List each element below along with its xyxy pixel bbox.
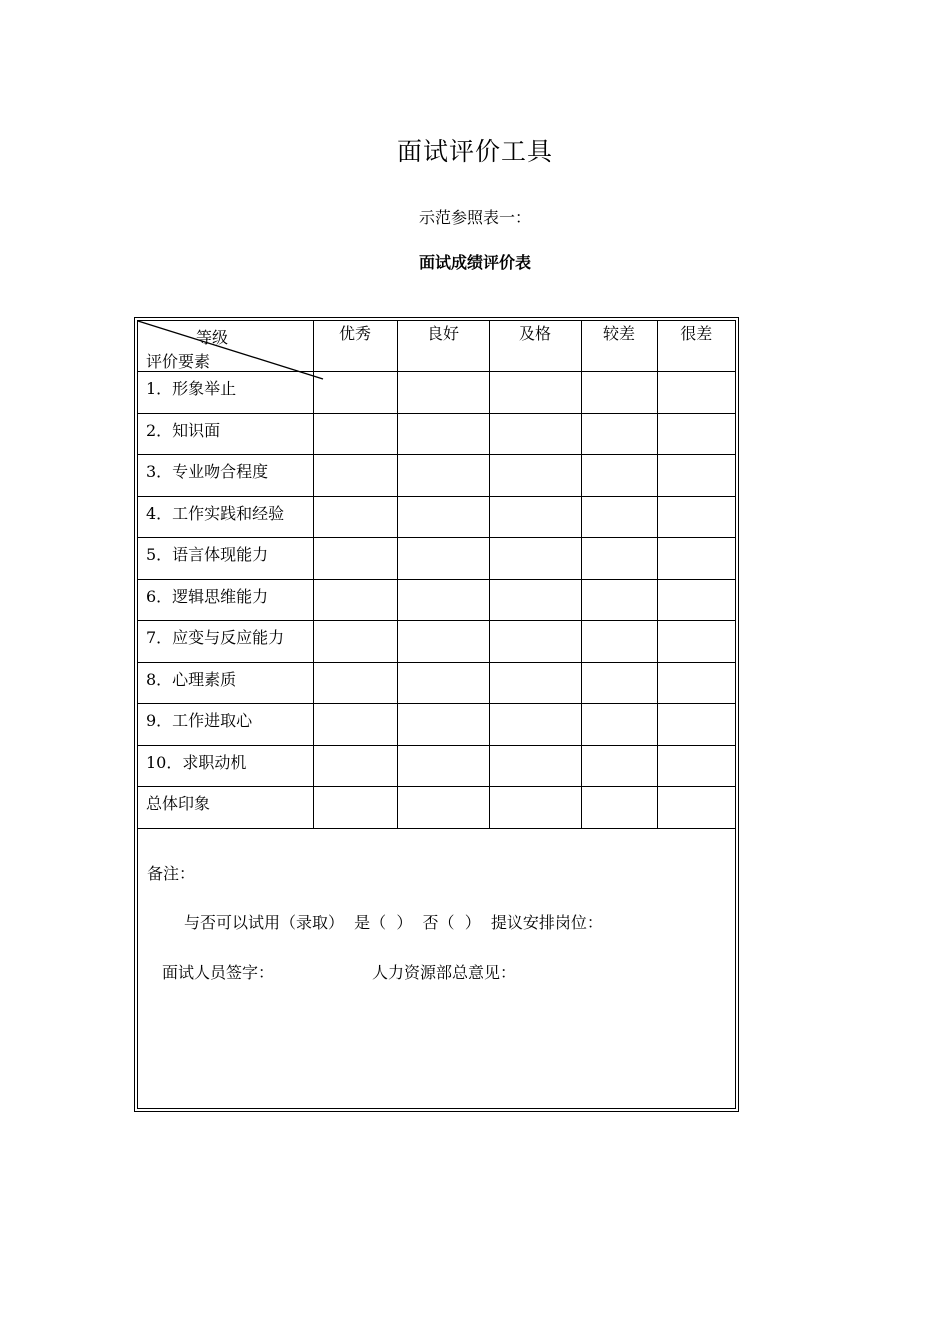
grade-cell-good[interactable]: [397, 372, 489, 414]
factor-label: 总体印象: [146, 794, 211, 813]
evaluation-table: [138, 321, 735, 1113]
factor-label: 2．知识面: [146, 420, 221, 440]
table-row: [138, 579, 735, 621]
page-title: 面试评价工具: [396, 137, 553, 166]
table-row: [138, 662, 735, 704]
grade-header-excellent: 优秀: [313, 321, 397, 372]
factor-label: 8．心理素质: [146, 669, 237, 689]
grade-header-very-poor: 很差: [657, 321, 735, 372]
grade-cell-excellent[interactable]: [313, 455, 397, 497]
evaluation-form: [137, 320, 736, 1109]
grade-cell-poor[interactable]: [581, 455, 657, 497]
table-row: [138, 496, 735, 538]
grade-cell-excellent[interactable]: [313, 621, 397, 663]
grade-cell-very-poor[interactable]: [657, 413, 735, 455]
sample-reference-label: 示范参照表一：: [418, 208, 531, 227]
grade-cell-excellent[interactable]: [313, 704, 397, 746]
grade-cell-poor[interactable]: [581, 372, 657, 414]
grade-cell-excellent[interactable]: [313, 496, 397, 538]
grade-cell-poor[interactable]: [581, 787, 657, 829]
grade-cell-good[interactable]: [397, 413, 489, 455]
grade-cell-poor[interactable]: [581, 662, 657, 704]
grade-cell-excellent[interactable]: [313, 662, 397, 704]
grade-cell-good[interactable]: [397, 496, 489, 538]
header-row: [138, 321, 735, 372]
factor-cell: [138, 621, 313, 663]
hire-decision-line: 与否可以试用（录取） 是（ ） 否（ ） 提议安排岗位：: [184, 912, 603, 932]
grade-cell-poor[interactable]: [581, 413, 657, 455]
factor-label: 1．形象举止: [146, 379, 237, 398]
factor-axis-label: 评价要素: [146, 352, 211, 371]
table-row: [138, 787, 735, 829]
grade-cell-very-poor[interactable]: [657, 621, 735, 663]
grade-cell-pass[interactable]: [489, 787, 581, 829]
grade-header-pass: 及格: [489, 321, 581, 372]
form-title: 面试成绩评价表: [418, 253, 531, 272]
factor-label: 4．工作实践和经验: [146, 503, 285, 523]
factor-cell: [138, 662, 313, 704]
factor-cell: [138, 496, 313, 538]
table-row: [138, 413, 735, 455]
grade-cell-good[interactable]: [397, 538, 489, 580]
grade-cell-pass[interactable]: [489, 496, 581, 538]
factor-cell: [138, 704, 313, 746]
hr-opinion-label: 人力资源部总意见：: [372, 962, 517, 982]
grade-cell-excellent[interactable]: [313, 413, 397, 455]
grade-axis-label: 等级: [196, 328, 229, 347]
factor-cell: [138, 455, 313, 497]
remark-label: 备注：: [147, 863, 196, 883]
grade-cell-very-poor[interactable]: [657, 538, 735, 580]
corner-header-cell: [138, 321, 313, 372]
grade-cell-good[interactable]: [397, 621, 489, 663]
grade-cell-very-poor[interactable]: [657, 787, 735, 829]
grade-cell-pass[interactable]: [489, 413, 581, 455]
grade-cell-pass[interactable]: [489, 455, 581, 497]
factor-cell: [138, 787, 313, 829]
factor-label: 5．语言体现能力: [146, 545, 269, 564]
interviewer-signature-label: 面试人员签字：: [162, 962, 275, 982]
table-row: [138, 704, 735, 746]
factor-label: 6．逻辑思维能力: [146, 586, 269, 606]
grade-cell-poor[interactable]: [581, 496, 657, 538]
grade-cell-good[interactable]: [397, 455, 489, 497]
grade-cell-pass[interactable]: [489, 538, 581, 580]
grade-cell-pass[interactable]: [489, 745, 581, 787]
factor-cell: [138, 413, 313, 455]
grade-cell-very-poor[interactable]: [657, 455, 735, 497]
notes-section: [138, 829, 735, 1113]
grade-cell-very-poor[interactable]: [657, 745, 735, 787]
grade-cell-very-poor[interactable]: [657, 579, 735, 621]
grade-cell-pass[interactable]: [489, 579, 581, 621]
grade-cell-excellent[interactable]: [313, 787, 397, 829]
grade-cell-poor[interactable]: [581, 579, 657, 621]
grade-cell-good[interactable]: [397, 579, 489, 621]
grade-cell-good[interactable]: [397, 745, 489, 787]
grade-cell-pass[interactable]: [489, 662, 581, 704]
grade-cell-excellent[interactable]: [313, 538, 397, 580]
grade-cell-excellent[interactable]: [313, 745, 397, 787]
notes-row: [138, 828, 735, 1113]
grade-cell-poor[interactable]: [581, 745, 657, 787]
factor-label: 9．工作进取心: [146, 711, 253, 730]
grade-cell-very-poor[interactable]: [657, 704, 735, 746]
grade-cell-pass[interactable]: [489, 372, 581, 414]
grade-cell-good[interactable]: [397, 662, 489, 704]
grade-cell-very-poor[interactable]: [657, 496, 735, 538]
grade-cell-pass[interactable]: [489, 621, 581, 663]
factor-cell: [138, 579, 313, 621]
table-row: [138, 455, 735, 497]
grade-cell-pass[interactable]: [489, 704, 581, 746]
table-row: [138, 538, 735, 580]
grade-cell-excellent[interactable]: [313, 579, 397, 621]
grade-cell-poor[interactable]: [581, 704, 657, 746]
grade-cell-poor[interactable]: [581, 621, 657, 663]
grade-cell-excellent[interactable]: [313, 372, 397, 414]
factor-cell: [138, 538, 313, 580]
factor-cell: [138, 745, 313, 787]
grade-cell-good[interactable]: [397, 704, 489, 746]
grade-cell-very-poor[interactable]: [657, 662, 735, 704]
grade-cell-good[interactable]: [397, 787, 489, 829]
factor-label: 3．专业吻合程度: [146, 462, 269, 481]
grade-cell-poor[interactable]: [581, 538, 657, 580]
grade-cell-very-poor[interactable]: [657, 372, 735, 414]
grade-header-poor: 较差: [581, 321, 657, 372]
table-row: [138, 745, 735, 787]
factor-label: 7．应变与反应能力: [146, 628, 285, 647]
evaluation-form-frame: [134, 317, 739, 1112]
grade-header-good: 良好: [397, 321, 489, 372]
factor-label: 10．求职动机: [146, 752, 247, 772]
table-row: [138, 621, 735, 663]
